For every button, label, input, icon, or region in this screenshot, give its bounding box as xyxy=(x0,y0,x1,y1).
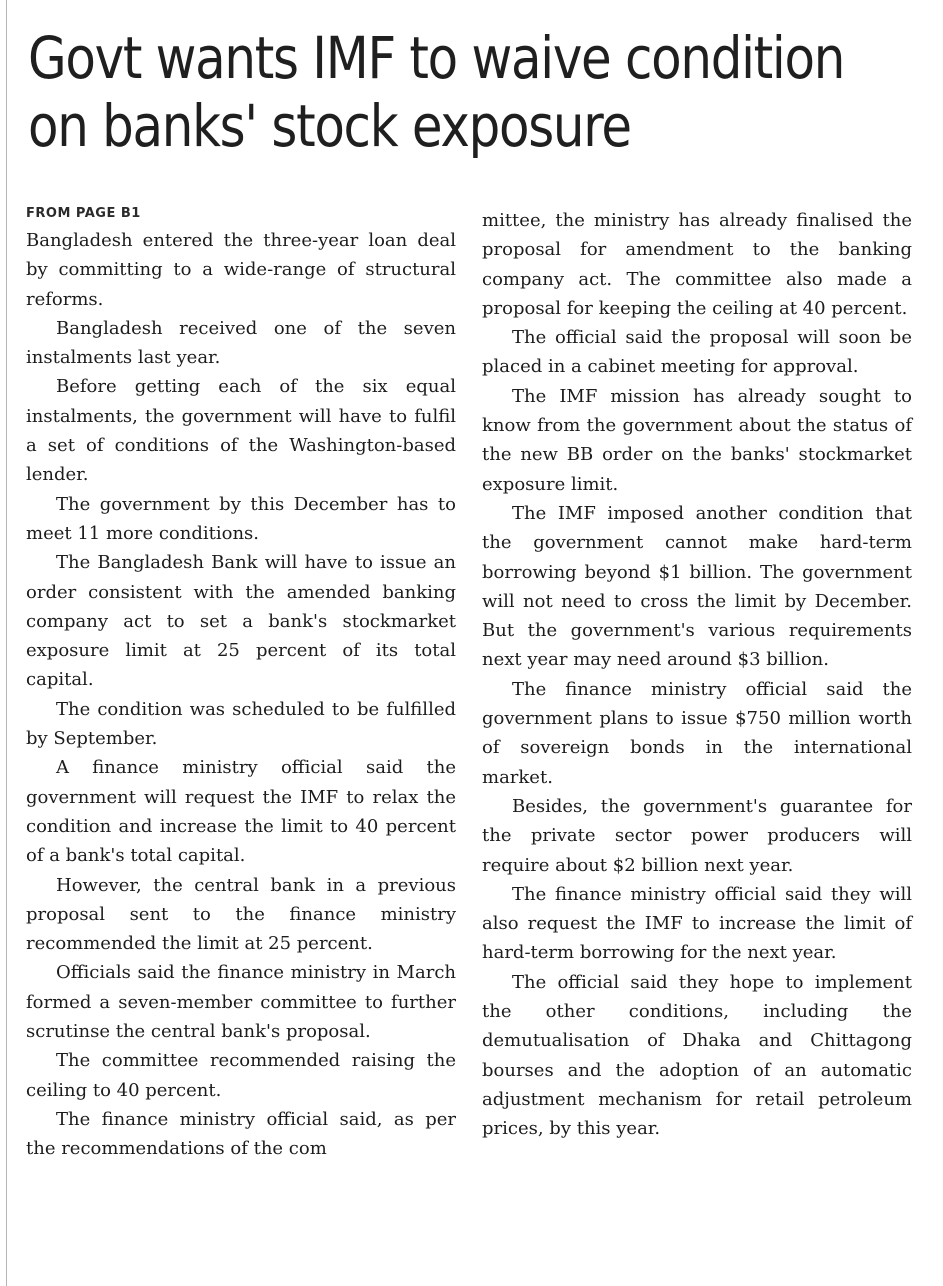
headline-line-2: on banks' stock exposure xyxy=(28,92,631,160)
paragraph: The Bangladesh Bank will have to issue an order consistent with the amended banking company act to set a bank's stockmarket exposure limit at 25 percent of its total capital. xyxy=(26,552,456,691)
paragraph: The finance ministry official said they will also request the IMF to increase the limit of hard-term borrowing for the next year. xyxy=(482,883,912,964)
headline xyxy=(28,24,845,160)
paragraph: Before getting each of the six equal instalments, the government will have to fulfil a set of conditions of the Washington-based lender. xyxy=(26,376,456,486)
article-column-left xyxy=(26,206,456,1164)
paragraph: The finance ministry official said the government plans to issue $750 million worth of sovereign bonds in the international market. xyxy=(482,678,912,788)
paragraph: Officials said the finance ministry in March formed a seven-member committee to further scrutinse the central bank's proposal. xyxy=(26,962,456,1043)
paragraph: A finance ministry official said the government will request the IMF to relax the condition and increase the limit to 40 percent of a bank's total capital. xyxy=(26,757,456,867)
paragraph: The IMF mission has already sought to know from the government about the status of the new BB order on the banks' stockmarket exposure limit. xyxy=(482,385,912,495)
paragraph: The IMF imposed another condition that the government cannot make hard-term borrowing beyond $1 billion. The government will not need to cross the limit by December. But the government's various requirements next year may need around $3 billion. xyxy=(482,502,912,671)
paragraph-continued: mittee, the ministry has already finalised the proposal for amendment to the banking company act. The committee also made a proposal for keeping the ceiling at 40 percent. xyxy=(482,210,912,319)
paragraph: However, the central bank in a previous proposal sent to the finance ministry recommended the limit at 25 percent. xyxy=(26,874,456,955)
paragraph: The official said they hope to implement the other conditions, including the demutualisation of Dhaka and Chittagong bourses and the adoption of an automatic adjustment mechanism for retail petroleum prices, by this year. xyxy=(482,971,912,1140)
headline-line-1: Govt wants IMF to waive condition xyxy=(28,24,845,92)
paragraph: The finance ministry official said, as per the recommendations of the com xyxy=(26,1108,456,1160)
paragraph: The condition was scheduled to be fulfilled by September. xyxy=(26,698,456,750)
paragraph: Bangladesh entered the three-year loan deal by committing to a wide-range of structural reforms. xyxy=(26,230,456,310)
paragraph: The official said the proposal will soon be placed in a cabinet meeting for approval. xyxy=(482,327,912,378)
clipping-edge-rule xyxy=(6,0,7,1286)
paragraph: The government by this December has to meet 11 more conditions. xyxy=(26,493,456,544)
article-column-right xyxy=(482,206,912,1144)
paragraph: Bangladesh received one of the seven instalments last year. xyxy=(26,317,456,369)
paragraph: The committee recommended raising the ceiling to 40 percent. xyxy=(26,1050,456,1101)
continuation-kicker: FROM PAGE B1 xyxy=(26,206,141,221)
paragraph: Besides, the government's guarantee for the private sector power producers will require about $2 billion next year. xyxy=(482,795,912,876)
